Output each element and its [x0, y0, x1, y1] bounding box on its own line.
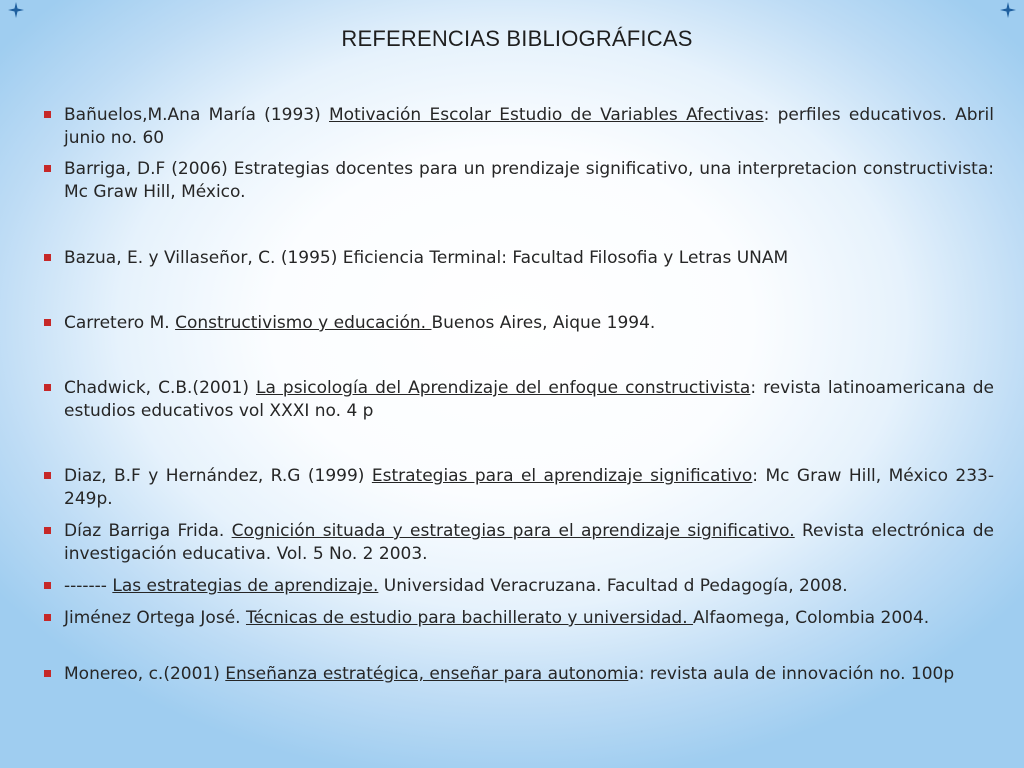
reference-text: Barriga, D.F (2006) Estrategias docentes para un prendizaje significativo, una interpretacion constructivista: Mc Graw Hill, México. — [64, 159, 994, 202]
reference-title: Las estrategias de aprendizaje. — [112, 576, 379, 596]
reference-text: Monereo, c.(2001) Enseñanza estratégica, enseñar para autonomia: revista aula de innovación no. 100p — [64, 664, 955, 684]
reference-text: Bazua, E. y Villaseñor, C. (1995) Eficiencia Terminal: Facultad Filosofia y Letras UNAM — [64, 248, 789, 268]
reference-text: ------- Las estrategias de aprendizaje. Universidad Veracruzana. Facultad d Pedagogía, 2008. — [64, 576, 848, 596]
star-icon — [8, 2, 24, 18]
bullet-icon — [44, 254, 51, 261]
reference-text: Bañuelos,M.Ana María (1993) Motivación Escolar Estudio de Variables Afectivas: perfiles educativos. Abril junio no. 60 — [64, 105, 994, 148]
reference-text: Diaz, B.F y Hernández, R.G (1999) Estrategias para el aprendizaje significativo: Mc Graw Hill, México 233-249p. — [64, 466, 994, 509]
reference-item — [44, 312, 994, 335]
reference-title: Motivación Escolar Estudio de Variables Afectivas — [329, 105, 764, 125]
reference-item — [44, 607, 994, 630]
bullet-icon — [44, 670, 51, 677]
page-title: REFERENCIAS BIBLIOGRÁFICAS — [341, 26, 693, 51]
reference-title: Técnicas de estudio para bachillerato y universidad. — [245, 608, 694, 628]
reference-title: Constructivismo y educación. — [175, 313, 432, 333]
bullet-icon — [44, 165, 51, 172]
bullet-icon — [44, 527, 51, 534]
reference-title: Estrategias para el aprendizaje significativo — [371, 466, 753, 486]
reference-item — [44, 377, 994, 423]
bullet-icon — [44, 614, 51, 621]
reference-item — [44, 520, 994, 566]
bullet-icon — [44, 319, 51, 326]
reference-item — [44, 104, 994, 150]
reference-item — [44, 663, 994, 686]
star-icon — [1000, 2, 1016, 18]
reference-title: La psicología del Aprendizaje del enfoque constructivista — [256, 378, 751, 398]
reference-item — [44, 247, 994, 270]
reference-item — [44, 465, 994, 511]
reference-text: Jiménez Ortega José. Técnicas de estudio para bachillerato y universidad. Alfaomega, Colombia 2004. — [64, 608, 930, 628]
reference-text: Carretero M. Constructivismo y educación. Buenos Aires, Aique 1994. — [64, 313, 656, 333]
reference-item — [44, 158, 994, 204]
bullet-icon — [44, 472, 51, 479]
bullet-icon — [44, 111, 51, 118]
reference-text: Díaz Barriga Frida. Cognición situada y estrategias para el aprendizaje significativo. Revista electrónica de investigación educativa. Vol. 5 No. 2 2003. — [64, 521, 995, 564]
reference-title: Cognición situada y estrategias para el aprendizaje significativo. — [231, 521, 795, 541]
bullet-icon — [44, 582, 51, 589]
reference-title: Enseñanza estratégica, enseñar para autonomi — [225, 664, 629, 684]
bullet-icon — [44, 384, 51, 391]
reference-item — [44, 575, 994, 598]
reference-text: Chadwick, C.B.(2001) La psicología del Aprendizaje del enfoque constructivista: revista latinoamericana de estudios educativos vol XXXI no. 4 p — [64, 378, 995, 421]
